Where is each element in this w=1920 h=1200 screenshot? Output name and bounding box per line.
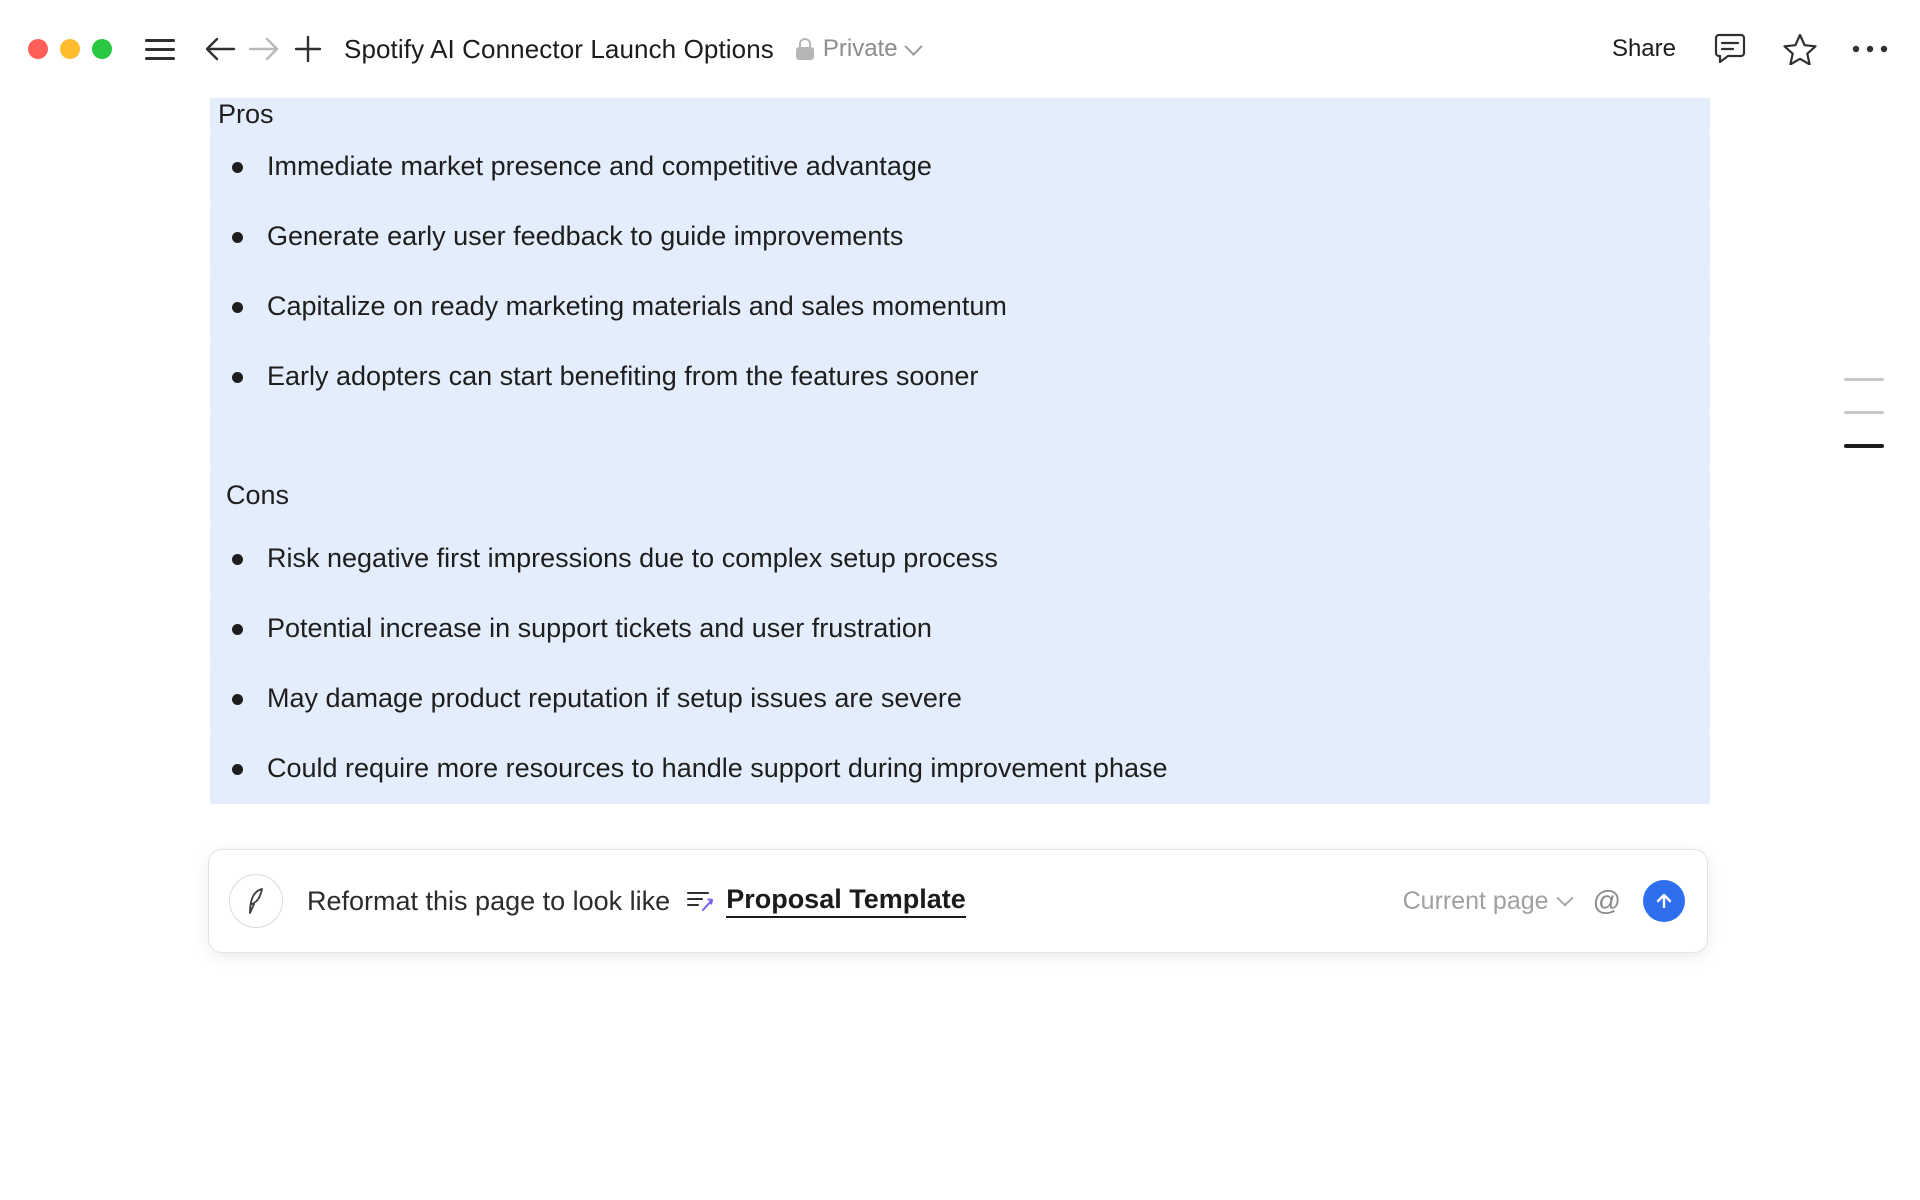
arrow-left-icon — [204, 35, 236, 63]
send-button[interactable] — [1643, 880, 1685, 922]
comment-icon — [1713, 33, 1747, 65]
document-outline-indicator[interactable] — [1844, 378, 1884, 448]
ai-prompt-text — [307, 884, 966, 918]
list-item-text: Immediate market presence and competitive advantage — [267, 151, 932, 182]
hamburger-icon — [145, 39, 175, 60]
favorite-button[interactable] — [1778, 27, 1822, 71]
arrow-up-icon — [1653, 890, 1675, 912]
mention-button[interactable]: @ — [1592, 885, 1621, 916]
bullet-icon — [232, 372, 243, 383]
bullet-icon — [232, 162, 243, 173]
document-body — [0, 98, 1920, 804]
list-item[interactable] — [210, 524, 1710, 594]
list-item[interactable] — [210, 664, 1710, 734]
privacy-label: Private — [822, 35, 898, 62]
outline-marker — [1844, 378, 1884, 381]
list-item-text: Capitalize on ready marketing materials and sales momentum — [267, 291, 1007, 322]
heading-text: Pros — [218, 98, 274, 129]
list-item-text: May damage product reputation if setup issues are severe — [267, 683, 962, 714]
ai-assistant-icon — [229, 874, 283, 928]
quill-icon — [243, 886, 269, 916]
list-item-text: Risk negative first impressions due to complex setup process — [267, 543, 998, 574]
ellipsis-icon — [1851, 42, 1889, 56]
share-button[interactable]: Share — [1611, 35, 1676, 62]
ai-prompt-controls — [1403, 880, 1685, 922]
section-heading-cons[interactable] — [210, 466, 1710, 524]
star-icon — [1783, 33, 1817, 65]
list-item-text: Early adopters can start benefiting from the features sooner — [267, 361, 979, 392]
close-window-button[interactable] — [28, 39, 48, 59]
template-icon — [686, 888, 714, 914]
maximize-window-button[interactable] — [92, 39, 112, 59]
chevron-down-icon — [1556, 890, 1573, 907]
list-item[interactable] — [210, 202, 1710, 272]
lock-icon — [796, 38, 814, 60]
outline-marker-active — [1844, 444, 1884, 448]
scope-selector[interactable] — [1403, 887, 1571, 916]
list-item[interactable] — [210, 594, 1710, 664]
ai-prompt-bar[interactable] — [208, 849, 1708, 953]
comments-button[interactable] — [1708, 27, 1752, 71]
bullet-icon — [232, 624, 243, 635]
sidebar-toggle-button[interactable] — [138, 27, 182, 71]
plus-icon — [293, 34, 323, 64]
list-item[interactable] — [210, 734, 1710, 804]
new-page-button[interactable] — [286, 27, 330, 71]
more-options-button[interactable] — [1848, 27, 1892, 71]
chevron-down-icon — [904, 37, 922, 55]
list-item-text: Potential increase in support tickets and user frustration — [267, 613, 932, 644]
list-item-text: Generate early user feedback to guide improvements — [267, 221, 904, 252]
bullet-icon — [232, 694, 243, 705]
minimize-window-button[interactable] — [60, 39, 80, 59]
arrow-right-icon — [248, 35, 280, 63]
bullet-icon — [232, 554, 243, 565]
forward-button[interactable] — [242, 27, 286, 71]
window-controls — [28, 39, 112, 59]
template-link[interactable]: Proposal Template — [726, 884, 966, 918]
bullet-icon — [232, 764, 243, 775]
bullet-icon — [232, 232, 243, 243]
title-bar — [0, 0, 1920, 98]
empty-block[interactable] — [210, 412, 1710, 466]
back-button[interactable] — [198, 27, 242, 71]
template-lines-icon — [686, 888, 714, 914]
outline-marker — [1844, 411, 1884, 414]
page-title: Spotify AI Connector Launch Options — [344, 33, 774, 64]
privacy-selector[interactable] — [796, 35, 920, 63]
title-bar-actions — [1606, 27, 1892, 71]
list-item[interactable] — [210, 272, 1710, 342]
bullet-icon — [232, 302, 243, 313]
scope-label: Current page — [1402, 886, 1549, 915]
list-item[interactable] — [210, 132, 1710, 202]
heading-text: Cons — [226, 479, 290, 510]
list-item-text: Could require more resources to handle support during improvement phase — [267, 753, 1168, 784]
section-heading-pros[interactable] — [210, 98, 1710, 132]
list-item[interactable] — [210, 342, 1710, 412]
ai-prompt-prefix: Reformat this page to look like — [307, 885, 671, 916]
